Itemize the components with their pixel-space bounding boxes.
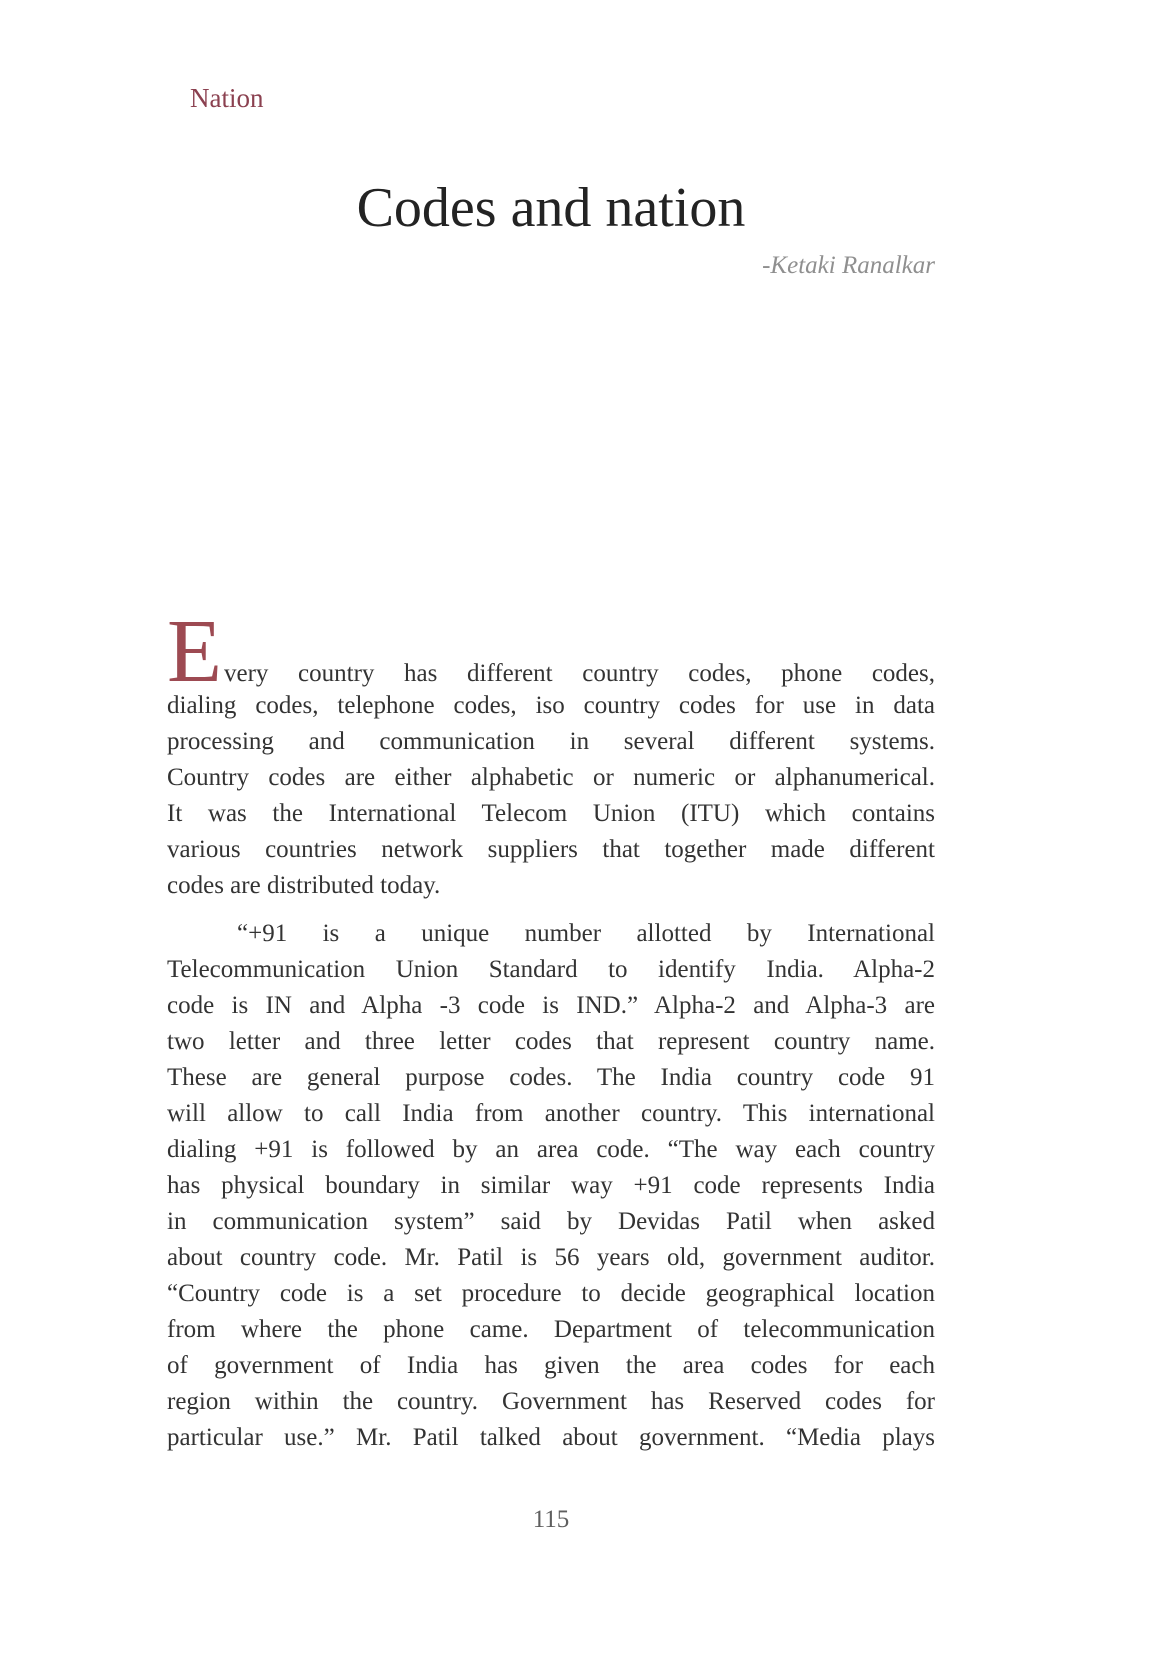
body-line: code is IN and Alpha -3 code is IND.” Alpha-2 and Alpha-3 are xyxy=(167,992,935,1019)
body-line: Every country has different country codes, phone codes, xyxy=(167,602,935,701)
body-line: dialing codes, telephone codes, iso country codes for use in data xyxy=(167,692,935,719)
author-byline: -Ketaki Ranalkar xyxy=(762,252,935,279)
body-line: will allow to call India from another country. This international xyxy=(167,1100,935,1127)
body-line: These are general purpose codes. The India country code 91 xyxy=(167,1064,935,1091)
body-line: codes are distributed today. xyxy=(167,872,441,899)
body-text xyxy=(167,602,935,1456)
first-line-indent xyxy=(167,940,237,941)
body-line: from where the phone came. Department of telecommunication xyxy=(167,1316,935,1343)
body-line: processing and communication in several different systems. xyxy=(167,728,935,755)
paragraph xyxy=(167,602,935,904)
body-line: “Country code is a set procedure to decide geographical location xyxy=(167,1280,935,1307)
page-number: 115 xyxy=(532,1506,570,1533)
body-line: region within the country. Government has Reserved codes for xyxy=(167,1388,935,1415)
body-line: about country code. Mr. Patil is 56 years old, government auditor. xyxy=(167,1244,935,1271)
body-line: Telecommunication Union Standard to identify India. Alpha-2 xyxy=(167,956,935,983)
drop-cap-initial: E xyxy=(167,602,222,701)
body-line: dialing +91 is followed by an area code. “The way each country xyxy=(167,1136,935,1163)
body-line: particular use.” Mr. Patil talked about government. “Media plays xyxy=(167,1424,935,1451)
body-line: It was the International Telecom Union (ITU) which contains xyxy=(167,800,935,827)
body-line: of government of India has given the area codes for each xyxy=(167,1352,935,1379)
section-kicker: Nation xyxy=(190,83,264,113)
body-line: various countries network suppliers that together made different xyxy=(167,836,935,863)
body-line: two letter and three letter codes that represent country name. xyxy=(167,1028,935,1055)
body-line: “+91 is a unique number allotted by International xyxy=(167,916,935,952)
body-line: has physical boundary in similar way +91 code represents India xyxy=(167,1172,935,1199)
body-line: in communication system” said by Devidas Patil when asked xyxy=(167,1208,935,1235)
body-line: Country codes are either alphabetic or numeric or alphanumerical. xyxy=(167,764,935,791)
page-title: Codes and nation xyxy=(356,177,746,239)
paragraph xyxy=(167,916,935,1456)
